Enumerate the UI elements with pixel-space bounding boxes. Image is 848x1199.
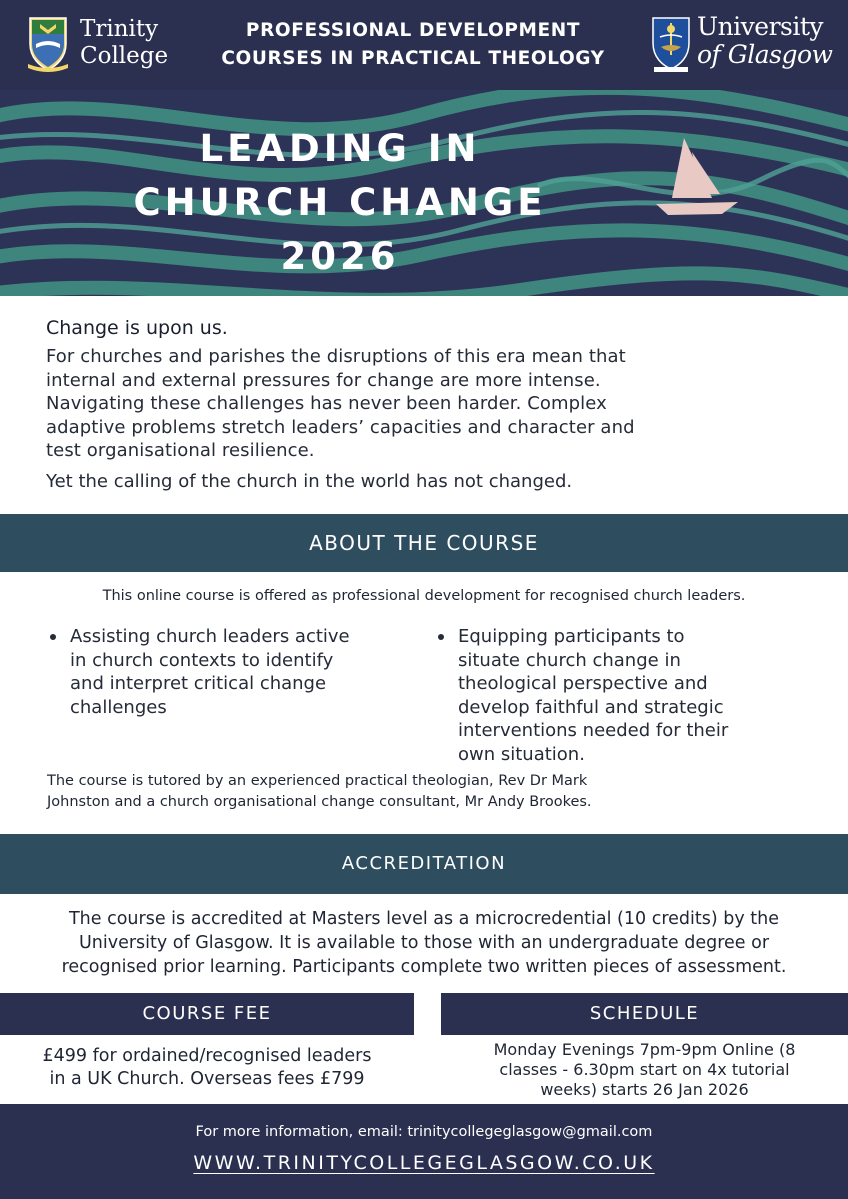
course-title-line1: LEADING IN [199,127,481,170]
university-name-line2: of Glasgow [697,40,833,69]
schedule-text [441,1040,848,1100]
bullet-line: Equipping participants to [458,626,685,647]
university-of-glasgow-wordmark [697,13,832,69]
course-title [60,122,620,284]
intro-body-line: adaptive problems stretch leaders’ capacities and character and [46,416,635,438]
bullet-line: own situation. [458,743,585,765]
header-bar [0,0,848,90]
bullet-line: develop faithful and strategic [458,696,724,718]
schedule-line: classes - 6.30pm start on 4x tutorial [499,1060,790,1079]
course-fee-line: £499 for ordained/recognised leaders [42,1046,372,1066]
bullet-line: Assisting church leaders active [70,626,350,647]
tutors-line: The course is tutored by an experienced practical theologian, Rev Dr Mark [47,773,588,789]
trinity-college-wordmark [80,16,168,70]
course-title-line2: CHURCH CHANGE [133,181,547,224]
about-bullet-item [436,625,816,766]
hero-banner [0,90,848,296]
bullet-line: and interpret critical change [70,673,327,694]
about-bullet-list-right [436,625,816,766]
about-bullet-list-left [48,625,418,719]
intro-body [46,345,816,463]
bullet-line: theological perspective and [458,673,708,694]
website-link[interactable]: WWW.TRINITYCOLLEGEGLASGOW.CO.UK [193,1152,655,1174]
university-of-glasgow-crest-icon [650,15,692,73]
course-fee-line: in a UK Church. Overseas fees £799 [49,1069,365,1089]
about-bullet-item [48,625,418,719]
contact-email-text: For more information, email: trinitycollegeglasgow@gmail.com [195,1124,653,1140]
intro-body-line: Navigating these challenges has never been harder. Complex [46,393,607,414]
about-heading: ABOUT THE COURSE [309,531,539,555]
accreditation-heading: ACCREDITATION [341,853,507,874]
bullet-line: in church contexts to identify [70,649,334,671]
accreditation-line: The course is accredited at Masters level as a microcredential (10 credits) by the [68,909,779,929]
schedule-line: weeks) starts 26 Jan 2026 [540,1080,749,1099]
accreditation-paragraph [0,907,848,979]
about-heading-band [0,514,848,572]
schedule-heading: SCHEDULE [441,993,848,1035]
header-title-line2: COURSES IN PRACTICAL THEOLOGY [221,48,605,69]
trinity-college-name-line1: Trinity [80,16,159,42]
accreditation-heading-band [0,834,848,894]
about-intro: This online course is offered as professional development for recognised church leaders. [102,588,746,604]
bullet-line: interventions needed for their [458,720,729,741]
intro-body-line: test organisational resilience. [46,440,315,461]
bullet-line: challenges [70,696,167,718]
accreditation-line: University of Glasgow. It is available to those with an undergraduate degree or [78,933,770,953]
intro-closing: Yet the calling of the church in the world has not changed. [46,470,573,492]
tutors-paragraph [47,771,817,813]
schedule-line: Monday Evenings 7pm-9pm Online (8 [493,1040,796,1059]
header-title-line1: PROFESSIONAL DEVELOPMENT [245,20,581,41]
trinity-college-crest-icon [26,14,70,72]
header-title [188,17,638,73]
university-name-line1: University [697,12,824,41]
course-fee-heading: COURSE FEE [0,993,414,1035]
intro-body-line: For churches and parishes the disruptions of this era mean that [46,346,626,367]
intro-body-line: internal and external pressures for change are more intense. [46,369,601,391]
footer-bar [0,1104,848,1199]
intro-section [46,316,816,493]
accreditation-line: recognised prior learning. Participants complete two written pieces of assessment. [61,957,787,977]
tutors-line: Johnston and a church organisational change consultant, Mr Andy Brookes. [47,794,592,810]
trinity-college-name-line2: College [80,43,169,69]
course-title-line3: 2026 [280,235,400,278]
intro-heading: Change is upon us. [46,317,228,339]
course-fee-text [0,1045,414,1091]
bullet-line: situate church change in [458,649,681,671]
